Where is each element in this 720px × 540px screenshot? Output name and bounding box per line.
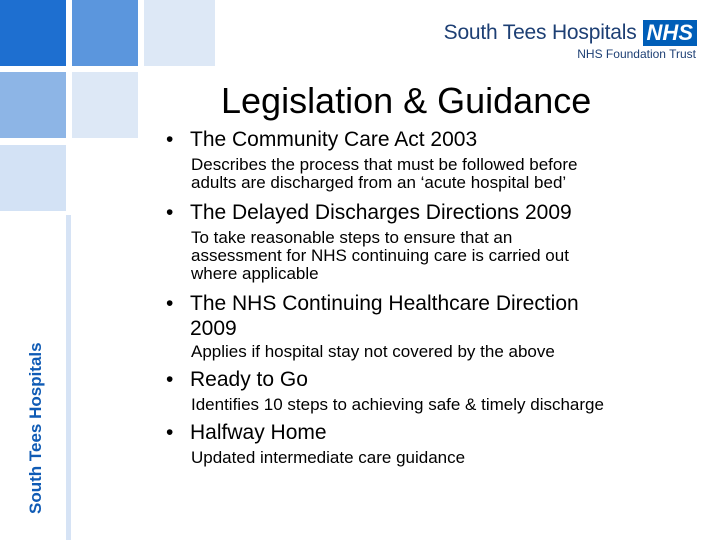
decor-tile bbox=[0, 72, 66, 138]
detail-line: Applies if hospital stay not covered by the above bbox=[191, 342, 555, 361]
bullet-heading bbox=[166, 291, 680, 341]
bullet-detail bbox=[191, 396, 681, 414]
bullet-heading: • The Delayed Discharges Directions 2009 bbox=[166, 200, 680, 225]
bullet-heading: • Halfway Home bbox=[166, 420, 680, 445]
decor-tile bbox=[72, 72, 138, 138]
bullet-detail bbox=[191, 156, 681, 192]
vertical-brand-label: South Tees Hospitals bbox=[26, 342, 45, 514]
decor-tile bbox=[0, 145, 66, 211]
bullet-heading: • The Community Care Act 2003 bbox=[166, 127, 680, 152]
detail-line: adults are discharged from an ‘acute hospital bed’ bbox=[191, 173, 567, 192]
slide-title: Legislation & Guidance bbox=[221, 80, 592, 121]
decor-tile bbox=[144, 0, 215, 66]
logo-name: South Tees Hospitals bbox=[443, 21, 637, 44]
bullet-detail bbox=[191, 229, 681, 283]
bullet-detail bbox=[191, 449, 681, 467]
decor-divider bbox=[66, 215, 71, 540]
heading-line: 2009 bbox=[190, 317, 237, 340]
detail-line: Updated intermediate care guidance bbox=[191, 448, 466, 467]
detail-line: To take reasonable steps to ensure that an bbox=[191, 228, 513, 247]
detail-line: where applicable bbox=[191, 264, 319, 283]
decor-tile bbox=[0, 0, 66, 66]
bullet-detail bbox=[191, 343, 681, 361]
logo-trust-name: NHS Foundation Trust bbox=[577, 47, 696, 61]
trust-logo bbox=[444, 20, 697, 61]
detail-line: Describes the process that must be followed before bbox=[191, 155, 578, 174]
nhs-badge: NHS bbox=[643, 20, 697, 46]
detail-line: assessment for NHS continuing care is carried out bbox=[191, 246, 569, 265]
decor-tile bbox=[72, 0, 138, 66]
detail-line: Identifies 10 steps to achieving safe & timely discharge bbox=[191, 395, 604, 414]
bullet-heading: • Ready to Go bbox=[166, 367, 680, 392]
heading-line: • The NHS Continuing Healthcare Direction bbox=[190, 292, 579, 315]
